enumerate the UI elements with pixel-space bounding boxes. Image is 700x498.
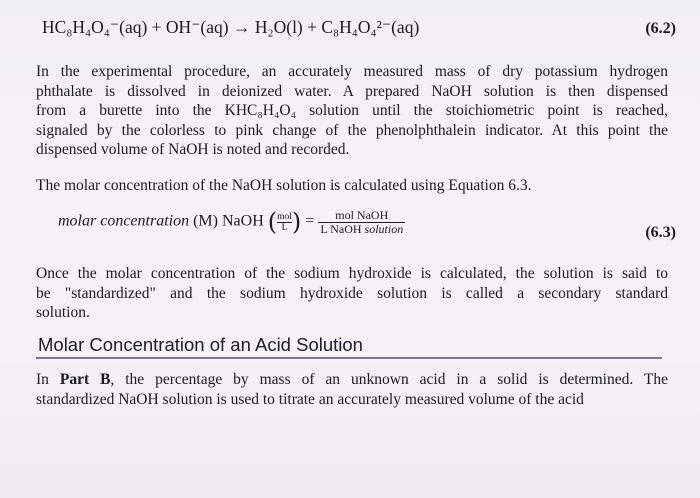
equation-6-3-label: (M) NaOH xyxy=(189,212,268,230)
text-line: phthalate is dissolved in deionized water. A prepared NaOH solution is then dispensed xyxy=(36,82,668,100)
fraction-denominator xyxy=(318,222,405,236)
text-line: signaled by the colorless to pink change of the phenolphthalein indicator. At this point the xyxy=(36,121,668,139)
reaction-arrow: → xyxy=(232,17,251,37)
paragraph-standardized xyxy=(36,264,668,323)
paragraph-part-b xyxy=(36,370,668,409)
section-divider xyxy=(36,357,662,359)
text-line: In the experimental procedure, an accurately measured mass of dry potassium hydrogen xyxy=(36,63,668,80)
equation-6-2-rhs: H₂O(l) + C₈H₄O₄²⁻(aq) xyxy=(254,17,420,37)
section-heading: Molar Concentration of an Acid Solution xyxy=(38,334,363,355)
concentration-fraction xyxy=(318,209,405,236)
text-line: be "standardized" and the sodium hydroxide solution is called a secondary standard xyxy=(36,284,668,302)
text-line: dispensed volume of NaOH is noted and recorded. xyxy=(36,141,350,158)
equals-sign: = xyxy=(305,212,315,230)
unit-denominator: L xyxy=(277,222,292,233)
equation-6-3-number: (6.3) xyxy=(645,224,676,241)
text-line: Once the molar concentration of the sodium hydroxide is calculated, the solution is said to xyxy=(36,265,668,282)
part-b-bold: Part B xyxy=(59,371,111,388)
part-b-prefix: In xyxy=(36,371,60,388)
text-line: from a burette into the KHC₈H₄O₄ solution until the stoichiometric point is reached, xyxy=(36,102,668,119)
text-line: solution. xyxy=(36,304,90,321)
paragraph-procedure xyxy=(36,62,668,160)
paragraph-molar-intro xyxy=(36,176,668,196)
equation-6-2 xyxy=(42,17,419,38)
equation-6-3 xyxy=(58,208,405,236)
fraction-numerator: mol NaOH xyxy=(335,207,389,222)
left-paren: ( xyxy=(267,208,278,236)
unit-numerator: mol xyxy=(277,211,292,222)
right-paren: ) xyxy=(291,208,302,236)
text-line: standardized NaOH solution is used to titrate an accurately measured volume of the acid xyxy=(36,390,584,408)
unit-fraction xyxy=(277,212,292,233)
part-b-rest: , the percentage by mass of an unknown acid in a solid is determined. The xyxy=(110,371,668,388)
equation-6-3-label-italic: molar concentration xyxy=(58,212,190,230)
text-line xyxy=(36,370,668,390)
text-line: The molar concentration of the NaOH solution is calculated using Equation 6.3. xyxy=(36,177,532,194)
denominator-plain: L NaOH xyxy=(320,221,365,236)
equation-6-2-lhs: HC₈H₄O₄⁻(aq) + OH⁻(aq) xyxy=(42,17,229,37)
equation-6-2-number: (6.2) xyxy=(645,20,676,37)
denominator-italic: solution xyxy=(364,221,404,236)
